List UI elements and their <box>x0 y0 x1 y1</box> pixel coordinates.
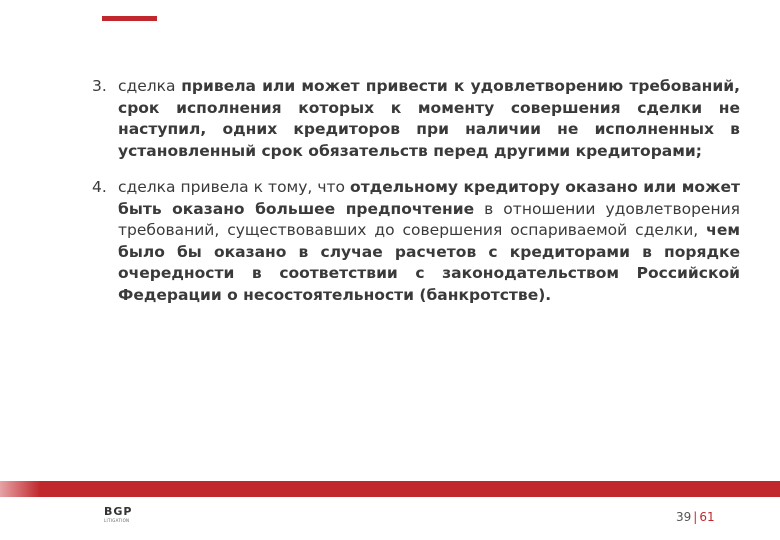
conditions-list <box>92 76 740 321</box>
list-item <box>92 76 740 162</box>
footer-band <box>0 481 780 497</box>
item-text-regular: в отношении удовлетворения требований, существовавших до совершения оспариваемой сделки, <box>118 199 740 239</box>
page-number <box>676 510 715 524</box>
logo-main-text: BGP <box>104 505 133 518</box>
logo-sub-text: LITIGATION <box>104 518 130 523</box>
title-accent-bar <box>102 16 157 21</box>
current-page: 39 <box>676 510 692 524</box>
item-text-bold: чем было бы оказано в случае расчетов с кредиторами в порядке очередности в соответствии с законодательством Российской Федерации о несостоятельности (банкротстве). <box>118 221 740 304</box>
item-text-regular: сделка <box>118 77 182 95</box>
item-number: 4. <box>92 178 107 196</box>
page-separator: | <box>693 510 698 524</box>
total-pages: 61 <box>699 510 715 524</box>
item-text-bold: привела или может привести к удовлетворению требований, срок исполнения которых к моменту совершения сделки не наступил, одних кредиторов при наличии не исполненных в установленный срок обязательств перед другими кредиторами; <box>118 77 740 160</box>
item-text-bold: отдельному кредитору оказано или может быть оказано большее предпочтение <box>118 178 741 218</box>
item-text-regular: сделка привела к тому, что <box>118 178 351 196</box>
company-logo <box>104 506 144 524</box>
list-item <box>92 177 740 306</box>
item-number: 3. <box>92 77 107 95</box>
